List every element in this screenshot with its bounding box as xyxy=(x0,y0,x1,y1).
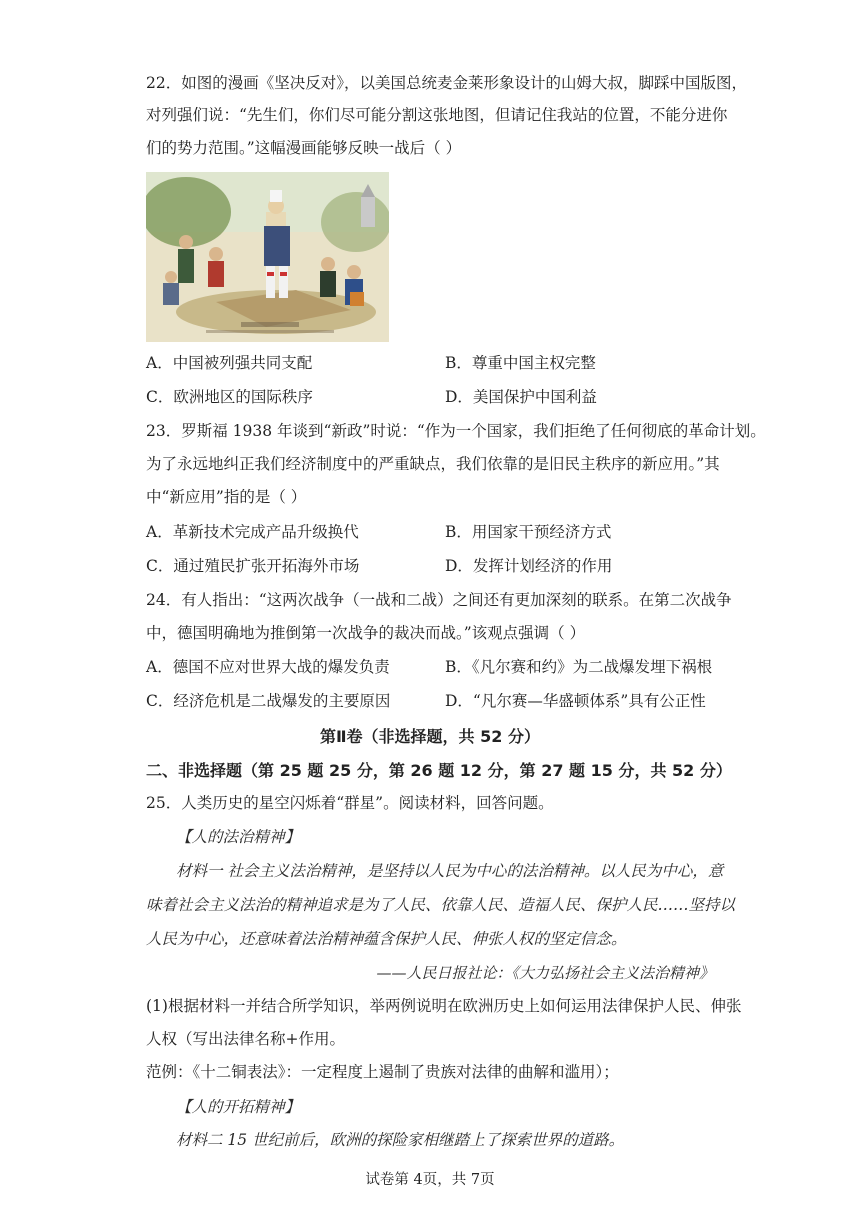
q23-stem-line1: 23．罗斯福 1938 年谈到“新政”时说：“作为一个国家，我们拒绝了任何彻底的革命计划。 xyxy=(146,422,766,440)
q23-option-b: B．用国家干预经济方式 xyxy=(445,523,612,541)
q25-material1-line1: 材料一 社会主义法治精神，是坚持以人民为中心的法治精神。以人民为中心，意 xyxy=(176,862,724,880)
q25-heading-rule-of-law: 【人的法治精神】 xyxy=(176,828,301,846)
q24-stem-line2: 中，德国明确地为推倒第一次战争的裁决而战。”该观点强调（ ） xyxy=(146,624,586,642)
q22-option-a: A．中国被列强共同支配 xyxy=(146,354,313,372)
political-cartoon-image xyxy=(146,172,389,342)
q24-option-d: D．“凡尔赛—华盛顿体系”具有公正性 xyxy=(445,692,706,710)
q23-stem-line2: 为了永远地纠正我们经济制度中的严重缺点，我们依靠的是旧民主秩序的新应用。”其 xyxy=(146,455,720,473)
q24-option-a: A．德国不应对世界大战的爆发负责 xyxy=(146,658,390,676)
q22-option-c: C．欧洲地区的国际秩序 xyxy=(146,388,313,406)
part-title: 二、非选择题（第 25 题 25 分，第 26 题 12 分，第 27 题 15 分，共 52 分） xyxy=(146,761,732,780)
volume-title: 第Ⅱ卷（非选择题，共 52 分） xyxy=(320,727,540,746)
q25-material1-line2: 味着社会主义法治的精神追求是为了人民、依靠人民、造福人民、保护人民……坚持以 xyxy=(146,896,736,914)
q24-option-c: C．经济危机是二战爆发的主要原因 xyxy=(146,692,391,710)
q23-stem-line3: 中“新应用”指的是（ ） xyxy=(146,488,307,506)
q23-option-c: C．通过殖民扩张开拓海外市场 xyxy=(146,557,360,575)
q22-stem-line3: 们的势力范围。”这幅漫画能够反映一战后（ ） xyxy=(146,139,462,157)
q25-material1-source: ——人民日报社论：《大力弘扬社会主义法治精神》 xyxy=(376,964,714,982)
q25-example: 范例：《十二铜表法》：一定程度上遏制了贵族对法律的曲解和滥用）； xyxy=(146,1063,619,1081)
q24-stem-line1: 24．有人指出：“这两次战争（一战和二战）之间还有更加深刻的联系。在第二次战争 xyxy=(146,591,732,609)
q22-option-b: B．尊重中国主权完整 xyxy=(445,354,596,372)
q25-material1-line3: 人民为中心，还意味着法治精神蕴含保护人民、伸张人权的坚定信念。 xyxy=(146,930,627,948)
q25-sub1-line2: 人权（写出法律名称+作用。 xyxy=(146,1030,345,1048)
q23-option-a: A．革新技术完成产品升级换代 xyxy=(146,523,359,541)
q25-sub1-line1: (1)根据材料一并结合所学知识，举两例说明在欧洲历史上如何运用法律保护人民、伸张 xyxy=(146,997,742,1015)
q24-option-b: B．《凡尔赛和约》为二战爆发埋下祸根 xyxy=(445,658,713,676)
q22-stem-line1: 22．如图的漫画《坚决反对》，以美国总统麦金莱形象设计的山姆大叔，脚踩中国版图， xyxy=(146,74,747,92)
q25-intro: 25．人类历史的星空闪烁着“群星”。阅读材料，回答问题。 xyxy=(146,794,554,812)
q22-stem-line2: 对列强们说：“先生们，你们尽可能分割这张地图，但请记住我站的位置，不能分进你 xyxy=(146,106,728,124)
page-footer: 试卷第 4页，共 7页 xyxy=(365,1172,495,1188)
q25-material2-line1: 材料二 15 世纪前后，欧洲的探险家相继踏上了探索世界的道路。 xyxy=(176,1131,625,1149)
q22-option-d: D．美国保护中国利益 xyxy=(445,388,597,406)
q25-heading-pioneering: 【人的开拓精神】 xyxy=(176,1098,301,1116)
q23-option-d: D．发挥计划经济的作用 xyxy=(445,557,613,575)
